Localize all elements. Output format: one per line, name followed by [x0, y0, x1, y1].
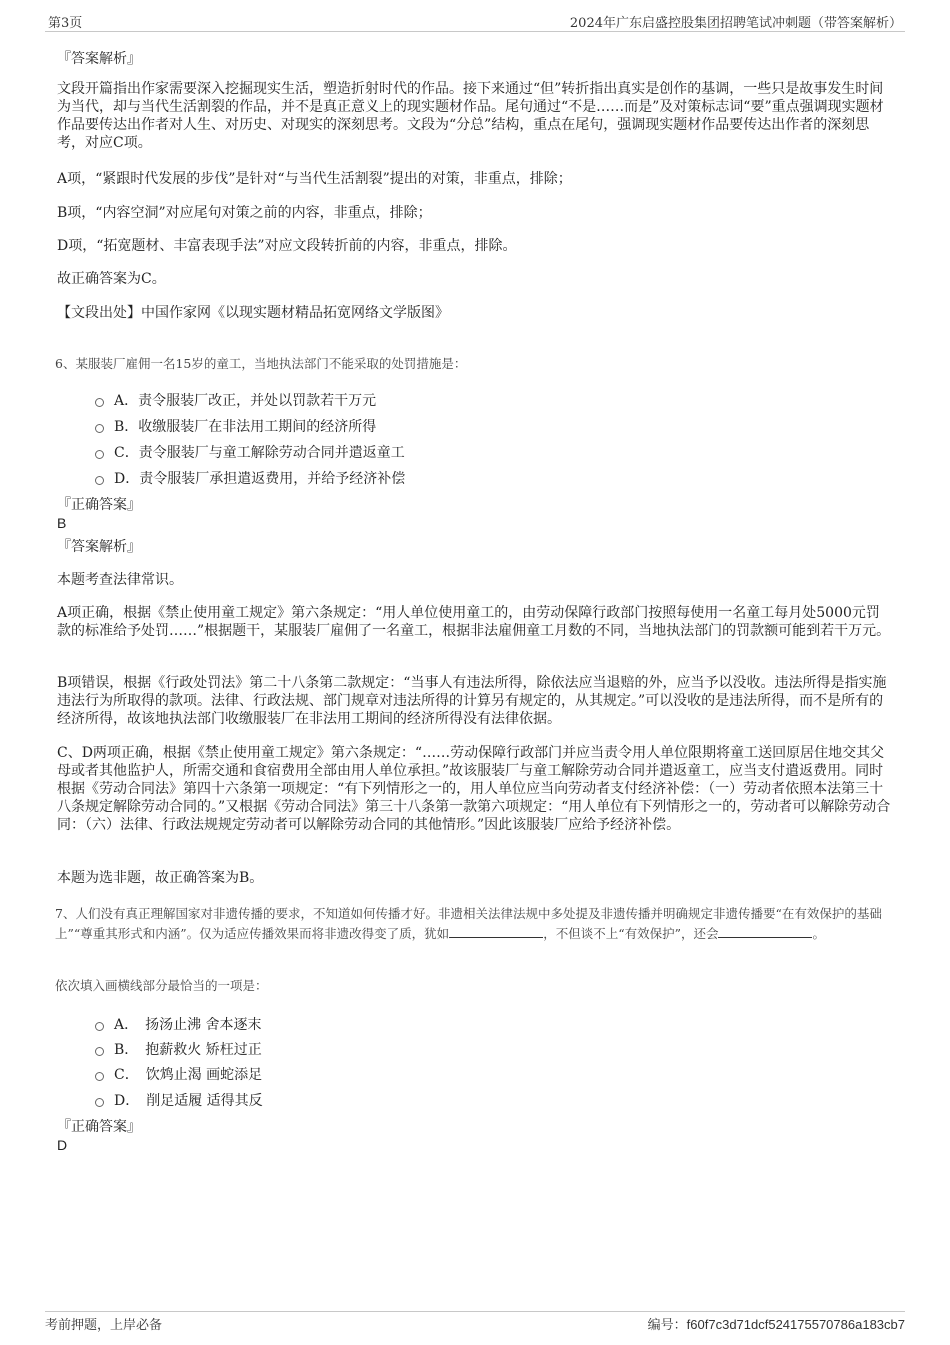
q6-option-d[interactable]: D．责令服装厂承担遣返费用，并给予经济补偿 [95, 468, 405, 488]
q6-analysis-p3: B项错误，根据《行政处罚法》第二十八条第二款规定：“当事人有违法所得，除依法应当退赔的外，应当予以没收。违法所得是指实施违法行为所取得的款项。法律、行政法规、部门规章对违法所得的计算另有规定的，从其规定。”可以没收的是违法所得，而不是所有的经济所得，故该地执法部门收缴服装厂在非法用工期间的经济所得没有法律依据。 [57, 675, 887, 727]
fill-blank-1[interactable] [449, 924, 543, 938]
q7-option-d[interactable]: D． 削足适履 适得其反 [95, 1090, 263, 1110]
page-number: 第3页 [48, 16, 83, 31]
q6-analysis-p1: 本题考查法律常识。 [57, 572, 183, 588]
q5-analysis-label: 『答案解析』 [57, 51, 141, 67]
q5-analysis-para1: 文段开篇指出作家需要深入挖掘现实生活，塑造折射时代的作品。接下来通过“但”转折指出真实是创作的基调，一些只是故事发生时间为当代，却与当代生活割裂的作品，并不是真正意义上的现实题材作品。尾句通过“不是……而是”及对策标志词“要”重点强调现实题材作品要传达出作者对人生、对历史、对现实的深刻思考。文段为“分总”结构，重点在尾句，强调现实题材作品要传达出作者的深刻思考，对应C项。 [57, 81, 884, 151]
q7-option-b[interactable]: B． 抱薪救火 矫枉过正 [95, 1039, 262, 1059]
q7-prompt: 依次填入画横线部分最恰当的一项是： [55, 978, 268, 993]
q6-analysis-p2: A项正确，根据《禁止使用童工规定》第六条规定：“用人单位使用童工的，由劳动保障行政部门按照每使用一名童工每月处5000元罚款的标准给予处罚……”根据题干，某服装厂雇佣了一名童工，根据非法雇佣童工月数的不同，当地执法部门的罚款额可能到若干万元。 [57, 605, 891, 639]
document-code: 编号：f60f7c3d71dcf524175570786a183cb7 [647, 1317, 905, 1332]
radio-icon[interactable] [95, 398, 104, 407]
q6-option-c[interactable]: C．责令服装厂与童工解除劳动合同并遣返童工 [95, 442, 405, 462]
q5-conclusion: 故正确答案为C。 [57, 271, 166, 287]
radio-icon[interactable] [95, 1098, 104, 1107]
q7-option-c[interactable]: C． 饮鸩止渴 画蛇添足 [95, 1064, 262, 1084]
q6-analysis-p5: 本题为选非题，故正确答案为B。 [57, 870, 264, 886]
radio-icon[interactable] [95, 1047, 104, 1056]
radio-icon[interactable] [95, 1072, 104, 1081]
document-title: 2024年广东启盛控股集团招聘笔试冲刺题（带答案解析） [569, 16, 902, 31]
q5-analysis-option-d: D项，“拓宽题材、丰富表现手法”对应文段转折前的内容，非重点，排除。 [57, 238, 517, 254]
q6-correct-answer: B [57, 515, 67, 531]
q7-correct-answer: D [57, 1137, 68, 1153]
fill-blank-2[interactable] [718, 924, 812, 938]
q7-stem: 7、人们没有真正理解国家对非遗传播的要求，不知道如何传播才好。非遗相关法律法规中多处提及非遗传播并明确规定非遗传播要“在有效保护的基础上”“尊重其形式和内涵”。仅为适应传播效果而将非遗改得变了质，犹如 ，不但谈不上“有效保护”，还会 。 [55, 906, 882, 941]
q6-analysis-p4: C、D两项正确，根据《禁止使用童工规定》第六条规定：“……劳动保障行政部门并应当责令用人单位限期将童工送回原居住地交其父母或者其他监护人，所需交通和食宿费用全部由用人单位承担。”故该服装厂与童工解除劳动合同并遣返童工，应当支付遣返费用。同时根据《劳动合同法》第四十六条第一项规定：“有下列情形之一的，用人单位应当向劳动者支付经济补偿：（一）劳动者依照本法第三十八条规定解除劳动合同的。”又根据《劳动合同法》第三十八条第一款第六项规定：“用人单位有下列情形之一的，劳动者可以解除劳动合同：（六）法律、行政法规规定劳动者可以解除劳动合同的其他情形。”因此该服装厂应给予经济补偿。 [57, 745, 891, 833]
q5-analysis-option-a: A项，“紧跟时代发展的步伐”是针对“与当代生活割裂”提出的对策，非重点，排除； [57, 171, 572, 187]
q7-correct-label: 『正确答案』 [57, 1119, 141, 1135]
footer-divider [45, 1311, 905, 1312]
footer-slogan: 考前押题，上岸必备 [45, 1318, 163, 1333]
radio-icon[interactable] [95, 476, 104, 485]
q6-correct-label: 『正确答案』 [57, 497, 141, 513]
q5-source: 【文段出处】中国作家网《以现实题材精品拓宽网络文学版图》 [57, 305, 449, 321]
header-divider [45, 31, 905, 32]
q5-analysis-option-b: B项，“内容空洞”对应尾句对策之前的内容，非重点，排除； [57, 205, 432, 221]
radio-icon[interactable] [95, 450, 104, 459]
q6-option-a[interactable]: A．责令服装厂改正，并处以罚款若干万元 [95, 390, 376, 410]
radio-icon[interactable] [95, 1022, 104, 1031]
q6-stem: 6、某服装厂雇佣一名15岁的童工，当地执法部门不能采取的处罚措施是： [55, 356, 467, 371]
radio-icon[interactable] [95, 424, 104, 433]
q7-option-a[interactable]: A． 扬汤止沸 舍本逐末 [95, 1014, 262, 1034]
q6-option-b[interactable]: B．收缴服装厂在非法用工期间的经济所得 [95, 416, 376, 436]
q6-analysis-label: 『答案解析』 [57, 539, 141, 555]
